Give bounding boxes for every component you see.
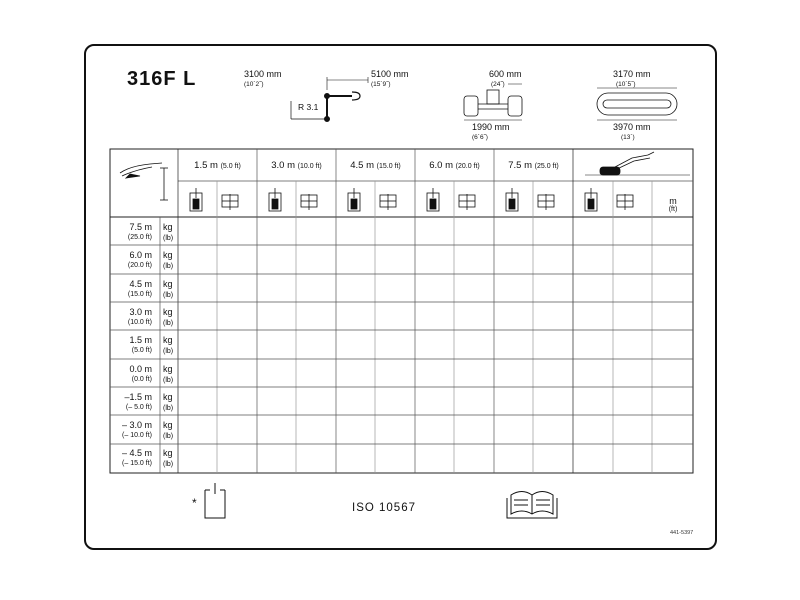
radius-header-2 xyxy=(257,160,336,171)
manual-book-icon xyxy=(507,492,557,519)
radius-header-2-m: 3.0 m xyxy=(271,160,295,171)
row-height-m: 3.0 m xyxy=(129,307,152,317)
row-unit-label xyxy=(163,392,173,412)
radius-header-2-ft: (10.0 ft) xyxy=(297,163,322,170)
front-load-icon xyxy=(506,188,518,211)
front-load-icon xyxy=(269,188,281,211)
stick-length-ft: (15´9˝) xyxy=(371,81,391,88)
row-height-ft: (– 5.0 ft) xyxy=(125,404,152,411)
side-load-icon xyxy=(301,194,317,210)
radius-header-1 xyxy=(178,160,257,171)
row-height-label xyxy=(128,279,152,298)
row-unit-kg: kg xyxy=(163,448,173,458)
row-height-m: – 4.5 m xyxy=(121,448,152,458)
iso-standard-label: ISO 10567 xyxy=(352,502,416,514)
undercarriage-side-icon xyxy=(597,88,677,120)
row-height-m: –1.5 m xyxy=(124,392,152,402)
row-height-m: 0.0 m xyxy=(129,364,152,374)
radius-header-1-ft: (5.0 ft) xyxy=(220,163,241,170)
row-height-m: 6.0 m xyxy=(129,250,152,260)
row-height-m: 7.5 m xyxy=(129,222,152,232)
side-load-icon xyxy=(617,194,633,210)
track-length-top-mm: 3170 mm xyxy=(613,69,651,79)
gauge-mm: 1990 mm xyxy=(472,122,510,132)
part-number: 441-5397 xyxy=(670,530,694,536)
row-unit-label xyxy=(163,222,173,242)
row-height-ft: (15.0 ft) xyxy=(127,291,152,298)
row-unit-lb: (lb) xyxy=(163,235,174,242)
row-height-label xyxy=(122,448,152,467)
row-unit-kg: kg xyxy=(163,420,173,430)
front-load-icon xyxy=(585,188,597,211)
radius-label: R 3.1 xyxy=(298,102,319,112)
row-unit-label xyxy=(163,335,173,355)
boom-diagram-icon xyxy=(291,77,368,122)
track-length-bottom-ft: (13´) xyxy=(621,134,635,141)
boom-length-mm: 3100 mm xyxy=(244,69,282,79)
hydraulic-tank-icon xyxy=(205,483,225,518)
row-unit-lb: (lb) xyxy=(163,461,174,468)
row-unit-label xyxy=(163,364,173,384)
max-reach-unit-ft: (ft) xyxy=(668,206,678,213)
radius-header-5-m: 7.5 m xyxy=(508,160,532,171)
row-height-label xyxy=(124,392,152,411)
max-reach-excavator-icon xyxy=(585,152,690,175)
radius-header-3-m: 4.5 m xyxy=(350,160,374,171)
track-length-top-ft: (10´5˝) xyxy=(616,81,636,88)
table-grid xyxy=(110,149,693,473)
row-height-label xyxy=(122,420,152,439)
row-height-ft: (20.0 ft) xyxy=(127,262,152,269)
max-reach-unit xyxy=(652,196,694,213)
row-height-ft: (25.0 ft) xyxy=(127,234,152,241)
row-height-ft: (– 15.0 ft) xyxy=(122,460,152,467)
row-unit-kg: kg xyxy=(163,250,173,260)
side-load-icon xyxy=(459,194,475,210)
boom-length-ft: (10´2˝) xyxy=(244,81,264,88)
row-height-label xyxy=(129,335,152,354)
row-unit-label xyxy=(163,448,173,468)
radius-header-3-ft: (15.0 ft) xyxy=(376,163,401,170)
radius-header-1-m: 1.5 m xyxy=(194,160,218,171)
max-reach-unit-m: m xyxy=(669,196,677,206)
row-unit-lb: (lb) xyxy=(163,348,174,355)
radius-header-5 xyxy=(494,160,573,171)
row-height-ft: (0.0 ft) xyxy=(131,376,152,383)
row-height-ft: (5.0 ft) xyxy=(131,347,152,354)
row-unit-kg: kg xyxy=(163,222,173,232)
radius-header-4-m: 6.0 m xyxy=(429,160,453,171)
radius-header-3 xyxy=(336,160,415,171)
row-height-ft: (10.0 ft) xyxy=(127,319,152,326)
asterisk-note: * xyxy=(192,496,197,510)
row-unit-label xyxy=(163,420,173,440)
row-unit-lb: (lb) xyxy=(163,433,174,440)
row-unit-lb: (lb) xyxy=(163,292,174,299)
row-unit-label xyxy=(163,250,173,270)
row-height-m: – 3.0 m xyxy=(121,420,152,430)
gauge-ft: (6´6˝) xyxy=(472,134,488,141)
track-length-bottom-mm: 3970 mm xyxy=(613,122,651,132)
front-load-icon xyxy=(190,188,202,211)
reach-diagram-icon xyxy=(120,163,168,200)
model-name: 316F L xyxy=(127,68,197,90)
radius-header-5-ft: (25.0 ft) xyxy=(534,163,559,170)
row-unit-lb: (lb) xyxy=(163,405,174,412)
undercarriage-front-icon xyxy=(464,84,522,120)
side-load-icon xyxy=(222,194,238,210)
track-width-ft: (24˝) xyxy=(491,81,505,88)
row-height-label xyxy=(129,364,152,383)
row-unit-lb: (lb) xyxy=(163,320,174,327)
row-height-ft: (– 10.0 ft) xyxy=(122,432,152,439)
front-load-icon xyxy=(348,188,360,211)
row-height-label xyxy=(128,222,152,241)
front-load-icon xyxy=(427,188,439,211)
row-height-m: 1.5 m xyxy=(129,335,152,345)
row-height-label xyxy=(128,307,152,326)
track-width-mm: 600 mm xyxy=(489,69,522,79)
side-load-icon xyxy=(538,194,554,210)
row-unit-lb: (lb) xyxy=(163,263,174,270)
row-unit-lb: (lb) xyxy=(163,377,174,384)
column-load-icons xyxy=(190,188,633,211)
row-height-label xyxy=(128,250,152,269)
row-unit-kg: kg xyxy=(163,279,173,289)
row-height-m: 4.5 m xyxy=(129,279,152,289)
row-unit-kg: kg xyxy=(163,307,173,317)
row-unit-kg: kg xyxy=(163,335,173,345)
row-unit-kg: kg xyxy=(163,392,173,402)
stick-length-mm: 5100 mm xyxy=(371,69,409,79)
row-unit-label xyxy=(163,279,173,299)
side-load-icon xyxy=(380,194,396,210)
radius-header-4-ft: (20.0 ft) xyxy=(455,163,480,170)
radius-header-4 xyxy=(415,160,494,171)
row-unit-kg: kg xyxy=(163,364,173,374)
row-unit-label xyxy=(163,307,173,327)
